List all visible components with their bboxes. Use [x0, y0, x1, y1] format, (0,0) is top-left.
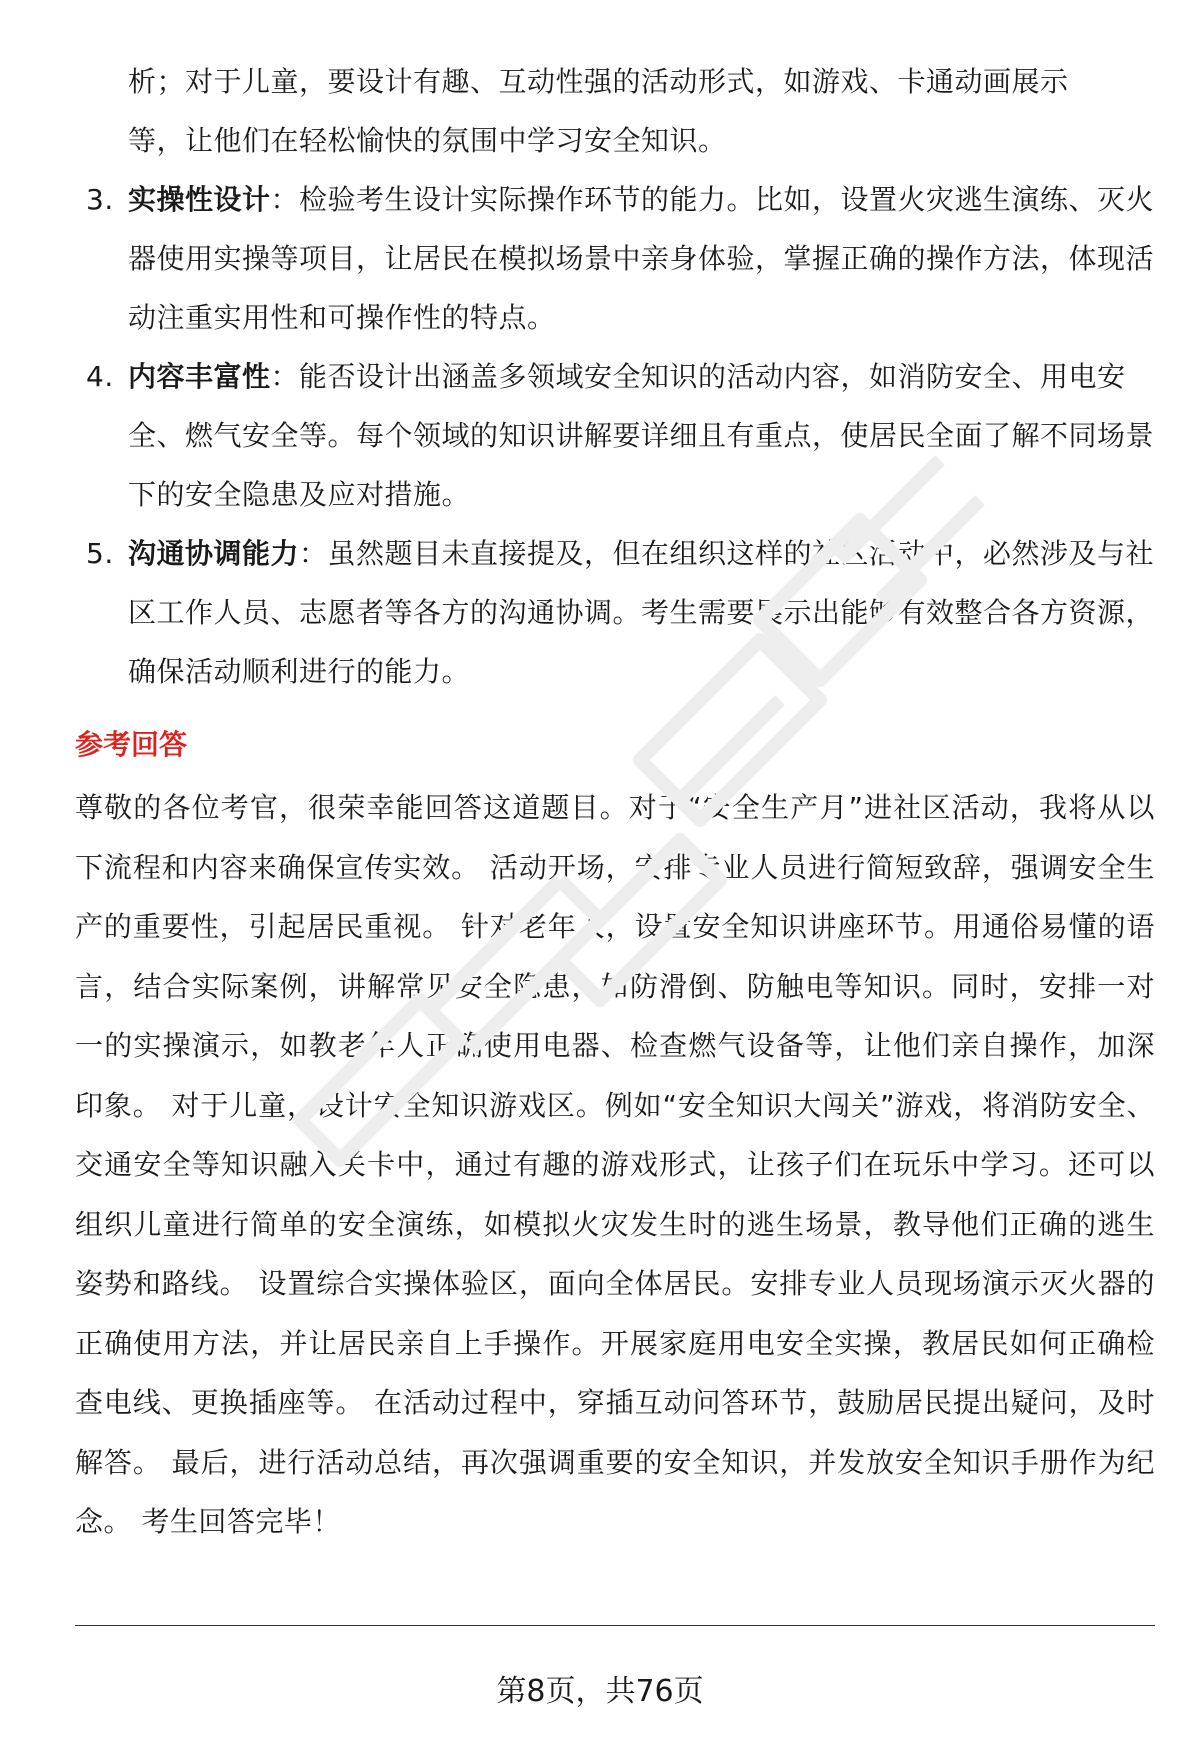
list-item-number: 4. — [86, 360, 114, 393]
list-item-content-richness — [75, 347, 1155, 524]
list-item-practical-design — [75, 170, 1155, 347]
list-item-term: 实操性设计 — [128, 183, 271, 216]
continuation-line: 析；对于儿童，要设计有趣、互动性强的活动形式，如游戏、卡通动画展示 — [128, 65, 1069, 98]
list-item-term: 沟通协调能力 — [128, 537, 300, 570]
list-item-text: ：能否设计出涵盖多领域安全知识的活动内容，如消防安全、用电安全、燃气安全等。每个领域的知识讲解要详细且有重点，使居民全面了解不同场景下的安全隐患及应对措施。 — [128, 360, 1155, 511]
previous-item-continuation — [75, 52, 1155, 170]
reference-answer-heading: 参考回答 — [75, 728, 188, 761]
list-item-number: 3. — [86, 183, 114, 216]
list-item-number: 5. — [86, 537, 114, 570]
continuation-line: 等，让他们在轻松愉快的氛围中学习安全知识。 — [128, 124, 727, 157]
page-number: 第8页，共76页 — [496, 1674, 704, 1709]
list-item-text: ：虽然题目未直接提及，但在组织这样的社区活动中，必然涉及与社区工作人员、志愿者等各方的沟通协调。考生需要展示出能够有效整合各方资源，确保活动顺利进行的能力。 — [128, 537, 1155, 688]
reference-answer-body: 尊敬的各位考官，很荣幸能回答这道题目。对于“安全生产月”进社区活动，我将从以下流程和内容来确保宣传实效。 活动开场，安排专业人员进行简短致辞，强调安全生产的重要性，引起居民重视。 针对老年人，设置安全知识讲座环节。用通俗易懂的语言，结合实际案例，讲解常见安全隐患，如防滑倒、防触电等知识。同时，安排一对一的实操演示，如教老年人正确使用电器、检查燃气设备等，让他们亲自操作，加深印象。 对于儿童，设计安全知识游戏区。例如“安全知识大闯关”游戏，将消防安全、交通安全等知识融入关卡中，通过有趣的游戏形式，让孩子们在玩乐中学习。还可以组织儿童进行简单的安全演练，如模拟火灾发生时的逃生场景，教导他们正确的逃生姿势和路线。 设置综合实操体验区，面向全体居民。安排专业人员现场演示灭火器的正确使用方法，并让居民亲自上手操作。开展家庭用电安全实操，教居民如何正确检查电线、更换插座等。 在活动过程中，穿插互动问答环节，鼓励居民提出疑问，及时解答。 最后，进行活动总结，再次强调重要的安全知识，并发放安全知识手册作为纪念。 考生回答完毕！ — [75, 791, 1155, 1538]
list-item-communication — [75, 524, 1155, 701]
list-item-text: ：检验考生设计实际操作环节的能力。比如，设置火灾逃生演练、灭火器使用实操等项目，让居民在模拟场景中亲身体验，掌握正确的操作方法，体现活动注重实用性和可操作性的特点。 — [128, 183, 1155, 334]
footer-divider — [75, 1625, 1155, 1626]
document-content — [75, 52, 1155, 1552]
list-item-term: 内容丰富性 — [128, 360, 271, 393]
